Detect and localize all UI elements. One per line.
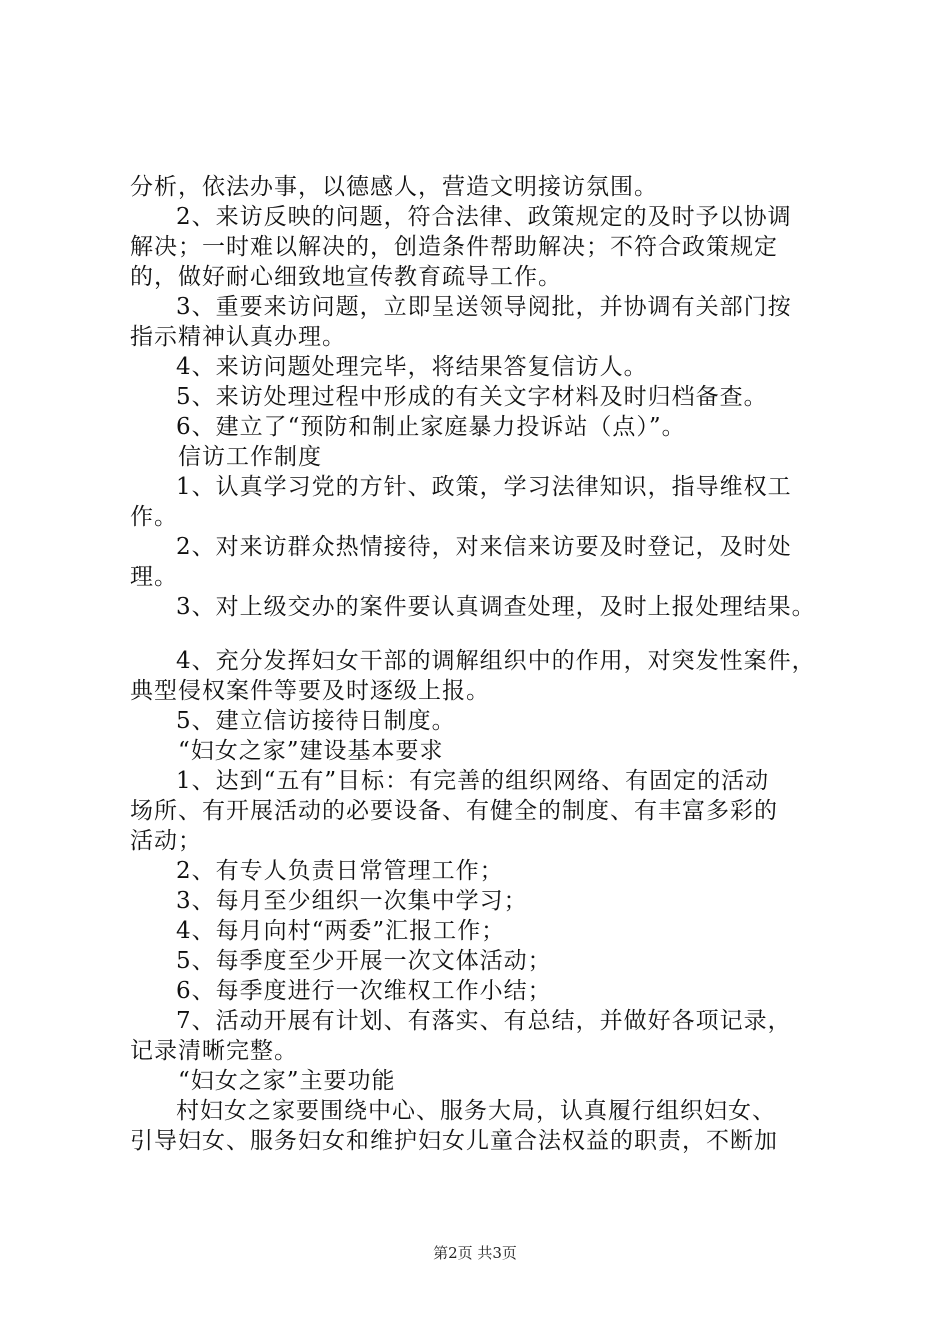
page-number: 第2页 共3页 [433, 1244, 517, 1262]
text-line: 活动； [130, 828, 202, 854]
text-line: 5、每季度至少开展一次文体活动； [176, 948, 552, 974]
text-line: 场所、有开展活动的必要设备、有健全的制度、有丰富多彩的 [130, 798, 778, 824]
text-line: 5、来访处理过程中形成的有关文字材料及时归档备查。 [176, 384, 768, 410]
text-line: 记录清晰完整。 [130, 1038, 298, 1064]
document-body [130, 172, 850, 1156]
section-heading: 信访工作制度 [178, 444, 322, 470]
text-line: 3、对上级交办的案件要认真调查处理，及时上报处理结果。 [176, 594, 816, 620]
text-line: 指示精神认真办理。 [130, 324, 346, 350]
text-line: 分析，依法办事，以德感人，营造文明接访氛围。 [130, 174, 658, 200]
text-line: 1、达到“五有”目标：有完善的组织网络、有固定的活动 [176, 768, 770, 794]
text-line: 作。 [130, 504, 178, 530]
section-heading: “妇女之家”建设基本要求 [178, 738, 444, 764]
text-line: 4、充分发挥妇女干部的调解组织中的作用，对突发性案件， [176, 648, 816, 674]
text-line: 村妇女之家要围绕中心、服务大局，认真履行组织妇女、 [176, 1098, 776, 1124]
text-line: 6、每季度进行一次维权工作小结； [176, 978, 552, 1004]
section-heading: “妇女之家”主要功能 [178, 1068, 396, 1094]
text-line: 2、有专人负责日常管理工作； [176, 858, 504, 884]
blank-line [130, 622, 850, 646]
text-line: 解决；一时难以解决的，创造条件帮助解决；不符合政策规定 [130, 234, 778, 260]
text-line: 4、每月向村“两委”汇报工作； [176, 918, 506, 944]
text-line: 的，做好耐心细致地宣传教育疏导工作。 [130, 264, 562, 290]
text-line: 4、来访问题处理完毕，将结果答复信访人。 [176, 354, 648, 380]
text-line: 2、来访反映的问题，符合法律、政策规定的及时予以协调 [176, 204, 792, 230]
text-line: 典型侵权案件等要及时逐级上报。 [130, 678, 490, 704]
text-line: 3、重要来访问题，立即呈送领导阅批，并协调有关部门按 [176, 294, 792, 320]
text-line: 6、建立了“预防和制止家庭暴力投诉站（点）”。 [176, 414, 686, 440]
text-line: 引导妇女、服务妇女和维护妇女儿童合法权益的职责，不断加 [130, 1128, 778, 1154]
text-line: 理。 [130, 564, 178, 590]
text-line: 7、活动开展有计划、有落实、有总结，并做好各项记录， [176, 1008, 792, 1034]
text-line: 2、对来访群众热情接待，对来信来访要及时登记，及时处 [176, 534, 792, 560]
text-line: 5、建立信访接待日制度。 [176, 708, 456, 734]
text-line: 1、认真学习党的方针、政策，学习法律知识，指导维权工 [176, 474, 792, 500]
text-line: 3、每月至少组织一次集中学习； [176, 888, 528, 914]
